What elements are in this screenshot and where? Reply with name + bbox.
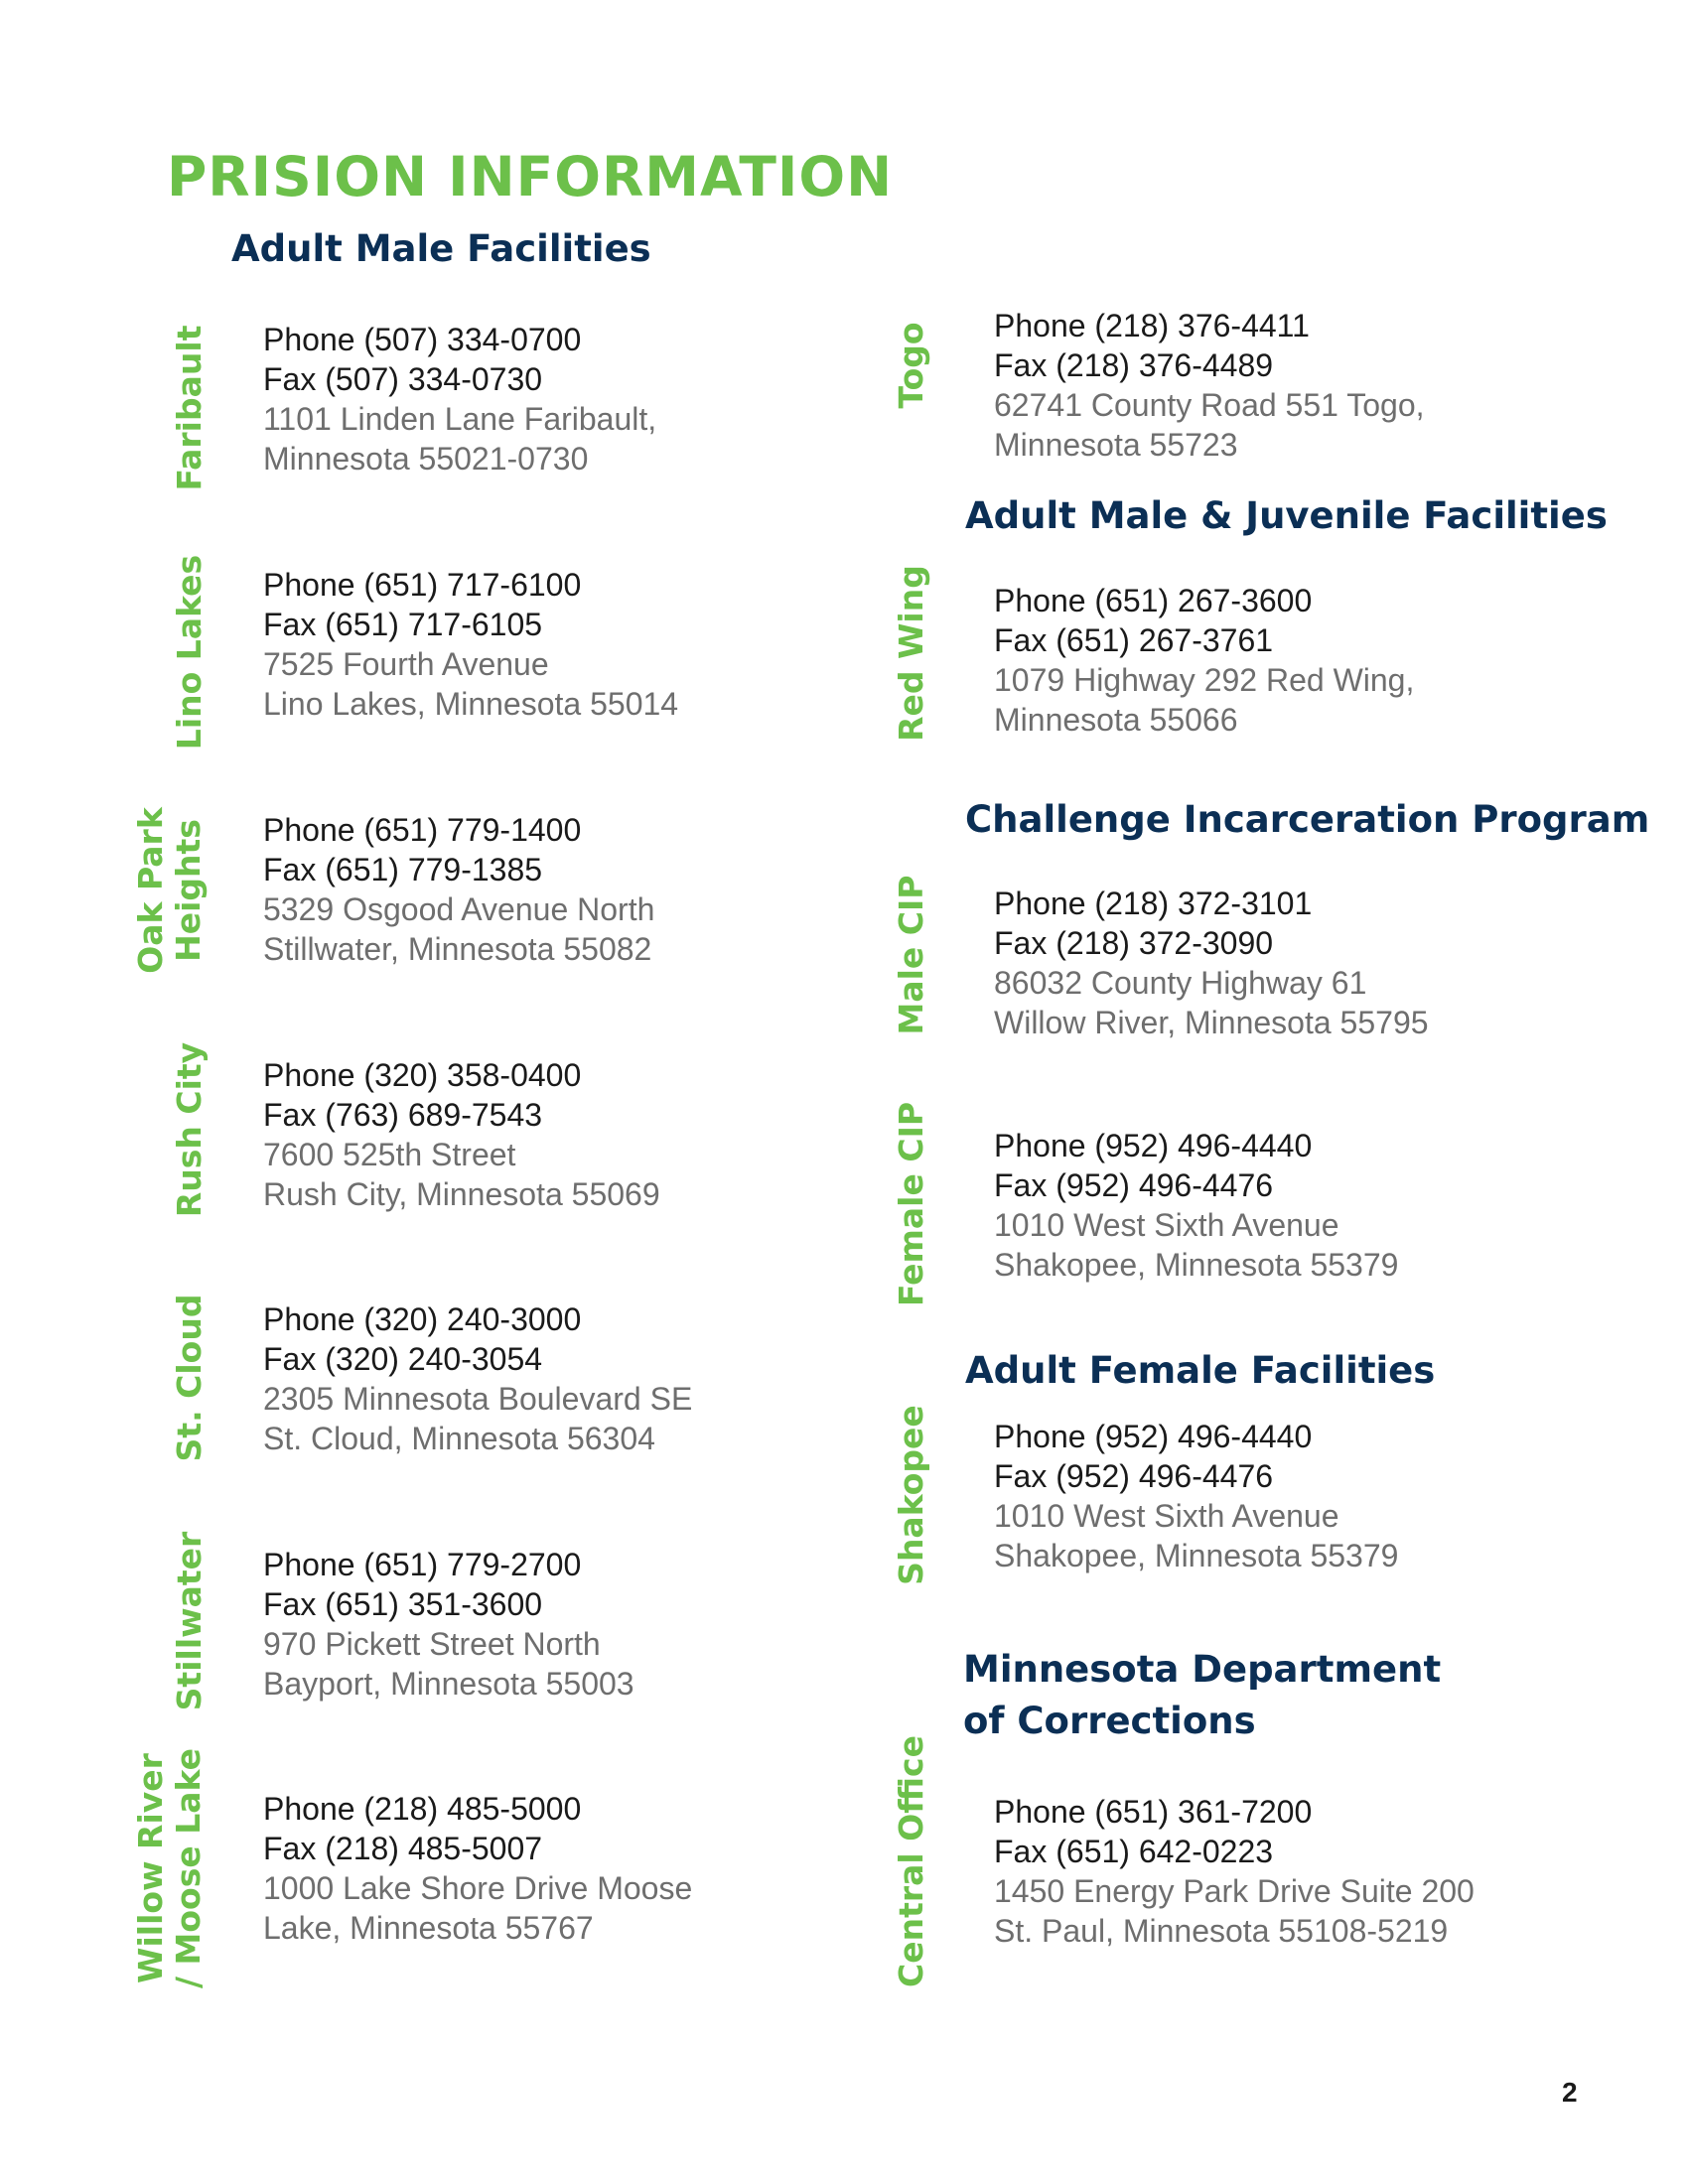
facility-label-line-1: Oak Park <box>131 807 170 974</box>
facility-label-red-wing: Red Wing <box>892 565 930 742</box>
fax-number: Fax (507) 334-0730 <box>263 361 543 397</box>
address-line-2: Minnesota 55723 <box>994 427 1238 463</box>
address-line-1: 7600 525th Street <box>263 1137 516 1172</box>
facility-willow-river-moose-lake <box>263 1789 692 1948</box>
section-title-adult-male-juvenile: Adult Male & Juvenile Facilities <box>965 494 1608 537</box>
address-line-2: Stillwater, Minnesota 55082 <box>263 931 652 967</box>
phone-number: Phone (218) 372-3101 <box>994 886 1313 921</box>
fax-number: Fax (651) 351-3600 <box>263 1586 543 1622</box>
facility-label-willow-river-moose-lake <box>132 1748 208 1988</box>
phone-number: Phone (651) 361-7200 <box>994 1794 1313 1830</box>
address-line-2: Bayport, Minnesota 55003 <box>263 1666 634 1702</box>
facility-label-line-1: Willow River <box>131 1753 170 1983</box>
address-line-1: 970 Pickett Street North <box>263 1626 601 1662</box>
facility-male-cip <box>994 884 1429 1042</box>
address-line-1: 1010 West Sixth Avenue <box>994 1207 1339 1243</box>
phone-number: Phone (651) 717-6100 <box>263 567 582 603</box>
address-line-1: 1010 West Sixth Avenue <box>994 1498 1339 1534</box>
facility-label-shakopee: Shakopee <box>892 1405 930 1585</box>
phone-number: Phone (218) 485-5000 <box>263 1791 582 1827</box>
facility-label-stillwater: Stillwater <box>170 1531 209 1711</box>
section-title-cip: Challenge Incarceration Program <box>965 798 1650 841</box>
address-line-2: Lino Lakes, Minnesota 55014 <box>263 686 679 722</box>
page-number: 2 <box>1562 2077 1578 2108</box>
facility-oak-park-heights <box>263 810 654 969</box>
address-line-2: St. Cloud, Minnesota 56304 <box>263 1421 655 1456</box>
address-line-1: 7525 Fourth Avenue <box>263 646 549 682</box>
facility-label-line-2: Heights <box>169 819 208 962</box>
fax-number: Fax (952) 496-4476 <box>994 1167 1274 1203</box>
facility-label-line-2: / Moose Lake <box>169 1748 208 1988</box>
phone-number: Phone (507) 334-0700 <box>263 322 582 357</box>
phone-number: Phone (651) 267-3600 <box>994 583 1313 618</box>
facility-lino-lakes <box>263 565 678 724</box>
fax-number: Fax (218) 485-5007 <box>263 1831 543 1866</box>
facility-rush-city <box>263 1055 660 1214</box>
address-line-2: Lake, Minnesota 55767 <box>263 1910 594 1946</box>
fax-number: Fax (651) 267-3761 <box>994 622 1274 658</box>
address-line-2: St. Paul, Minnesota 55108-5219 <box>994 1913 1449 1949</box>
page-title: PRISION INFORMATION <box>167 145 894 208</box>
address-line-2: Minnesota 55021-0730 <box>263 441 589 477</box>
facility-stillwater <box>263 1545 634 1704</box>
section-title-doc-line1: Minnesota Department <box>963 1648 1442 1691</box>
address-line-1: 2305 Minnesota Boulevard SE <box>263 1381 693 1417</box>
fax-number: Fax (218) 376-4489 <box>994 347 1274 383</box>
phone-number: Phone (651) 779-2700 <box>263 1547 582 1582</box>
address-line-1: 1000 Lake Shore Drive Moose <box>263 1870 693 1906</box>
fax-number: Fax (320) 240-3054 <box>263 1341 543 1377</box>
phone-number: Phone (218) 376-4411 <box>994 308 1310 343</box>
facility-label-central-office: Central Office <box>892 1734 930 1988</box>
facility-st-cloud <box>263 1299 692 1458</box>
facility-label-female-cip: Female CIP <box>892 1101 930 1307</box>
facility-label-lino-lakes: Lino Lakes <box>170 554 209 751</box>
section-title-adult-male: Adult Male Facilities <box>231 227 651 270</box>
fax-number: Fax (651) 642-0223 <box>994 1834 1274 1869</box>
facility-red-wing <box>994 581 1414 740</box>
phone-number: Phone (320) 358-0400 <box>263 1057 582 1093</box>
facility-central-office <box>994 1792 1475 1951</box>
facility-label-st-cloud: St. Cloud <box>170 1294 209 1462</box>
facility-label-faribault: Faribault <box>170 325 209 491</box>
facility-faribault <box>263 320 656 478</box>
address-line-2: Willow River, Minnesota 55795 <box>994 1005 1429 1040</box>
section-title-adult-female: Adult Female Facilities <box>965 1349 1436 1392</box>
facility-female-cip <box>994 1126 1398 1285</box>
address-line-2: Shakopee, Minnesota 55379 <box>994 1538 1399 1573</box>
facility-shakopee <box>994 1417 1398 1575</box>
address-line-1: 1450 Energy Park Drive Suite 200 <box>994 1873 1475 1909</box>
address-line-1: 5329 Osgood Avenue North <box>263 891 655 927</box>
fax-number: Fax (218) 372-3090 <box>994 925 1274 961</box>
section-title-doc-line2: of Corrections <box>963 1700 1256 1742</box>
phone-number: Phone (320) 240-3000 <box>263 1301 582 1337</box>
address-line-2: Rush City, Minnesota 55069 <box>263 1176 660 1212</box>
address-line-1: 86032 County Highway 61 <box>994 965 1367 1001</box>
facility-label-male-cip: Male CIP <box>892 875 930 1035</box>
phone-number: Phone (651) 779-1400 <box>263 812 582 848</box>
facility-label-rush-city: Rush City <box>170 1041 209 1218</box>
address-line-1: 62741 County Road 551 Togo, <box>994 387 1425 423</box>
facility-togo <box>994 306 1425 465</box>
fax-number: Fax (651) 779-1385 <box>263 852 543 887</box>
fax-number: Fax (952) 496-4476 <box>994 1458 1274 1494</box>
address-line-1: 1079 Highway 292 Red Wing, <box>994 662 1415 698</box>
address-line-1: 1101 Linden Lane Faribault, <box>263 401 657 437</box>
address-line-2: Minnesota 55066 <box>994 702 1238 738</box>
facility-label-oak-park-heights <box>132 807 208 974</box>
fax-number: Fax (763) 689-7543 <box>263 1097 543 1133</box>
phone-number: Phone (952) 496-4440 <box>994 1419 1313 1454</box>
phone-number: Phone (952) 496-4440 <box>994 1128 1313 1163</box>
facility-label-togo: Togo <box>892 322 930 409</box>
address-line-2: Shakopee, Minnesota 55379 <box>994 1247 1399 1283</box>
fax-number: Fax (651) 717-6105 <box>263 607 543 642</box>
